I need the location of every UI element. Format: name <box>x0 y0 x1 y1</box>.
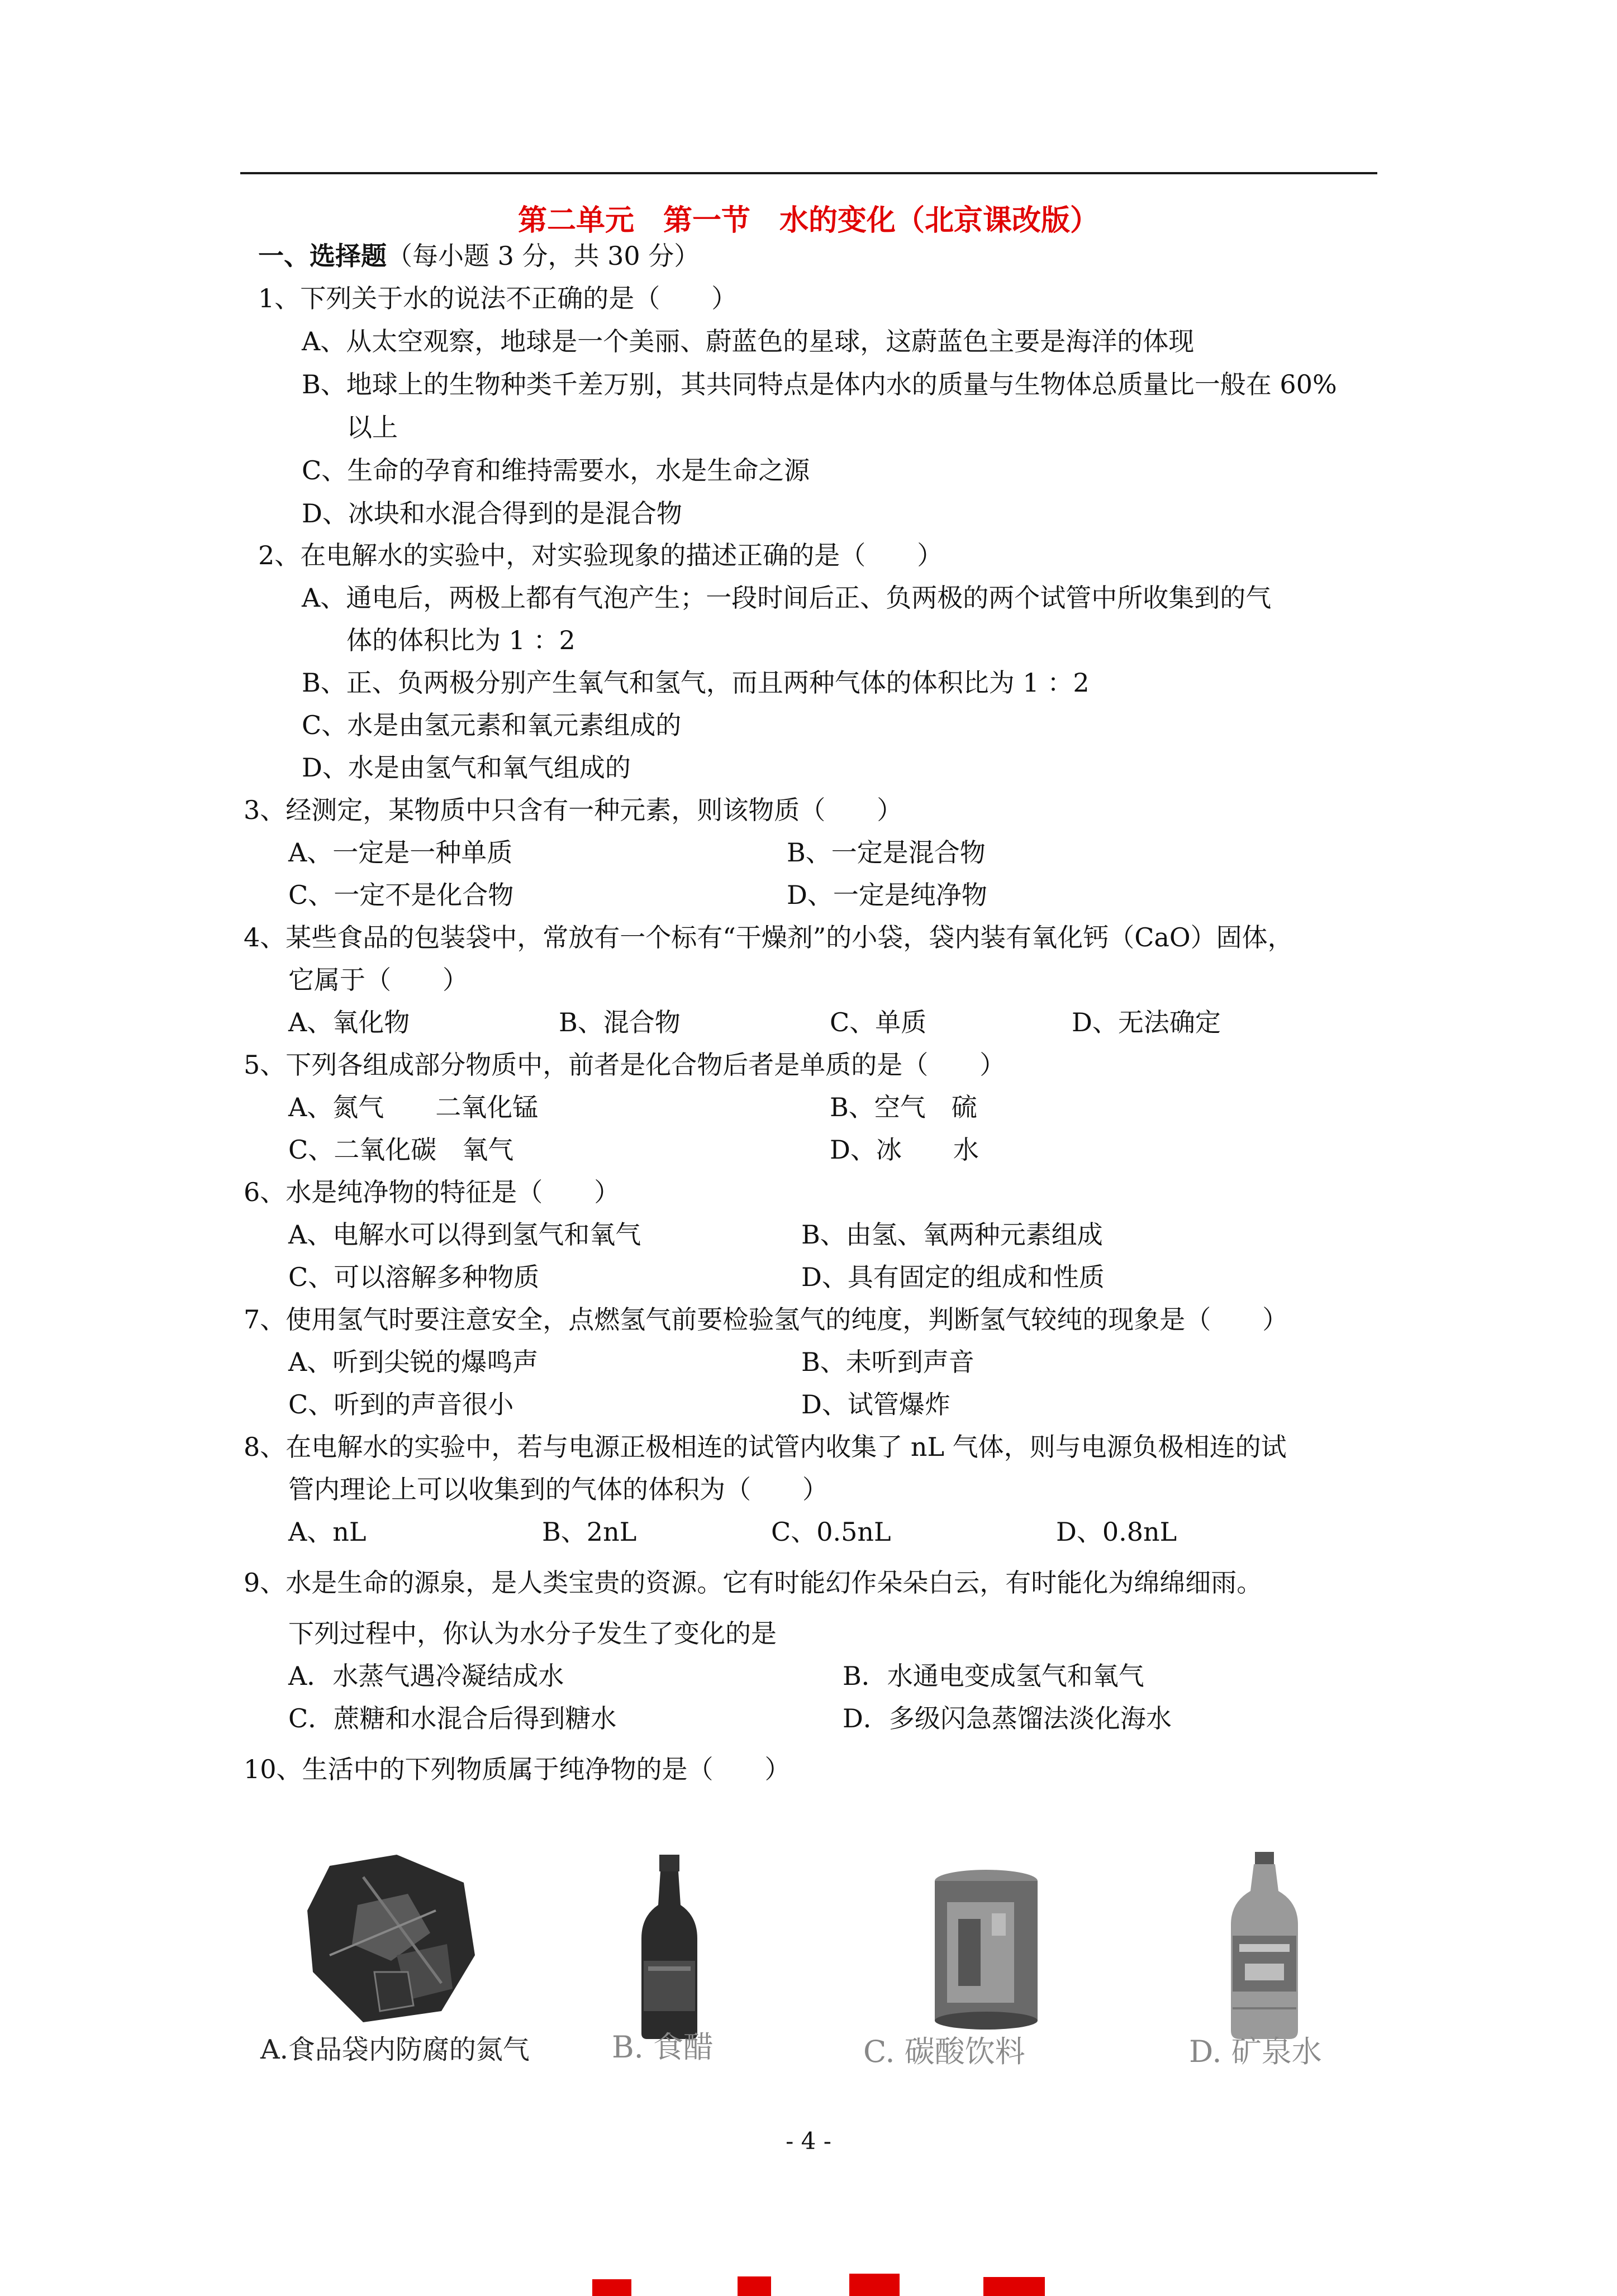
cropped-red-footer-text <box>503 2251 1173 2296</box>
q8-stem: 8、在电解水的实验中，若与电源正极相连的试管内收集了 nL 气体，则与电源负极相连的试 <box>244 1432 1287 1462</box>
q6-option-b: B、由氢、氧两种元素组成 <box>801 1220 1103 1250</box>
q10-caption-d: D. 矿泉水 <box>1189 2034 1322 2069</box>
page-number: - 4 - <box>786 2127 831 2155</box>
soda-can-image <box>930 1869 1042 2031</box>
q2-stem: 2、在电解水的实验中，对实验现象的描述正确的是（ ） <box>258 540 943 570</box>
q7-stem: 7、使用氢气时要注意安全，点燃氢气前要检验氢气的纯度，判断氢气较纯的现象是（ ） <box>244 1304 1288 1335</box>
q2-option-c: C、水是由氢元素和氧元素组成的 <box>302 710 682 740</box>
q9-option-a: A．水蒸气遇冷凝结成水 <box>288 1661 564 1691</box>
q7-option-a: A、听到尖锐的爆鸣声 <box>288 1347 539 1377</box>
q2-option-d: D、水是由氢气和氧气组成的 <box>302 752 631 783</box>
q1-option-d: D、冰块和水混合得到的是混合物 <box>302 498 682 528</box>
q9-stem-cont: 下列过程中，你认为水分子发生了变化的是 <box>288 1618 777 1649</box>
q8-option-d: D、0.8nL <box>1056 1517 1177 1547</box>
section-note: （每小题 3 分，共 30 分） <box>387 241 700 271</box>
q4-option-c: C、单质 <box>830 1007 927 1037</box>
section-heading-line <box>258 240 700 271</box>
nitrogen-bag-image <box>296 1844 486 2033</box>
q1-stem: 1、下列关于水的说法不正确的是（ ） <box>258 283 738 313</box>
section-heading: 一、选择题 <box>258 241 387 271</box>
q5-stem: 5、下列各组成部分物质中，前者是化合物后者是单质的是（ ） <box>244 1050 1006 1080</box>
q10-caption-b: B. 食醋 <box>612 2030 714 2065</box>
q4-stem-cont: 它属于（ ） <box>288 965 468 995</box>
q8-option-b: B、2nL <box>542 1517 637 1547</box>
page-title: 第二单元 第一节 水的变化（北京课改版） <box>517 204 1099 237</box>
q8-option-c: C、0.5nL <box>771 1517 891 1547</box>
q6-option-a: A、电解水可以得到氢气和氧气 <box>288 1220 641 1250</box>
q7-option-c: C、听到的声音很小 <box>288 1389 514 1419</box>
q5-option-c: C、二氧化碳 氧气 <box>288 1135 514 1165</box>
q2-option-b: B、正、负两极分别产生氧气和氢气，而且两种气体的体积比为 1 ：2 <box>302 668 1090 698</box>
q10-caption-a: A.食品袋内防腐的氮气 <box>260 2034 530 2065</box>
q9-stem: 9、水是生命的源泉，是人类宝贵的资源。它有时能幻作朵朵白云，有时能化为绵绵细雨。 <box>244 1568 1263 1598</box>
mineral-water-bottle-image <box>1228 1852 1301 2039</box>
q9-option-b: B．水通电变成氢气和氧气 <box>843 1661 1144 1691</box>
q5-option-a: A、氮气 二氧化锰 <box>288 1092 539 1122</box>
q1-option-b: B、地球上的生物种类千差万别，其共同特点是体内水的质量与生物体总质量比一般在 60% <box>302 369 1337 399</box>
q2-option-a-cont: 体的体积比为 1 ：2 <box>346 625 576 655</box>
q8-stem-cont: 管内理论上可以收集到的气体的体积为（ ） <box>288 1474 828 1504</box>
q6-option-c: C、可以溶解多种物质 <box>288 1262 540 1292</box>
q1-option-b-cont: 以上 <box>346 412 398 442</box>
q3-option-c: C、一定不是化合物 <box>288 880 514 910</box>
vinegar-bottle-image <box>636 1855 703 2039</box>
q1-option-c: C、生命的孕育和维持需要水，水是生命之源 <box>302 455 810 485</box>
q9-option-c: C．蔗糖和水混合后得到糖水 <box>288 1703 617 1733</box>
q8-option-a: A、nL <box>288 1517 367 1547</box>
q4-option-a: A、氧化物 <box>288 1007 410 1037</box>
q5-option-b: B、空气 硫 <box>830 1092 977 1122</box>
q4-option-b: B、混合物 <box>559 1007 681 1037</box>
q3-option-a: A、一定是一种单质 <box>288 837 513 868</box>
q2-option-a: A、通电后，两极上都有气泡产生；一段时间后正、负两极的两个试管中所收集到的气 <box>302 583 1272 613</box>
q7-option-d: D、试管爆炸 <box>801 1389 950 1419</box>
q6-stem: 6、水是纯净物的特征是（ ） <box>244 1177 620 1207</box>
q3-option-d: D、一定是纯净物 <box>787 880 987 910</box>
header-rule <box>240 172 1377 174</box>
q7-option-b: B、未听到声音 <box>801 1347 974 1377</box>
q4-option-d: D、无法确定 <box>1072 1007 1221 1037</box>
q6-option-d: D、具有固定的组成和性质 <box>801 1262 1105 1292</box>
q3-option-b: B、一定是混合物 <box>787 837 986 868</box>
q10-stem: 10、生活中的下列物质属于纯净物的是（ ） <box>244 1754 791 1784</box>
q4-stem: 4、某些食品的包装袋中，常放有一个标有“干燥剂”的小袋，袋内装有氧化钙（CaO）固体， <box>244 922 1293 952</box>
q9-option-d: D．多级闪急蒸馏法淡化海水 <box>843 1703 1172 1733</box>
q5-option-d: D、冰 水 <box>830 1135 979 1165</box>
q3-stem: 3、经测定，某物质中只含有一种元素，则该物质（ ） <box>244 795 903 825</box>
q1-option-a: A、从太空观察，地球是一个美丽、蔚蓝色的星球，这蔚蓝色主要是海洋的体现 <box>302 326 1195 356</box>
q10-caption-c: C. 碳酸饮料 <box>863 2034 1025 2069</box>
